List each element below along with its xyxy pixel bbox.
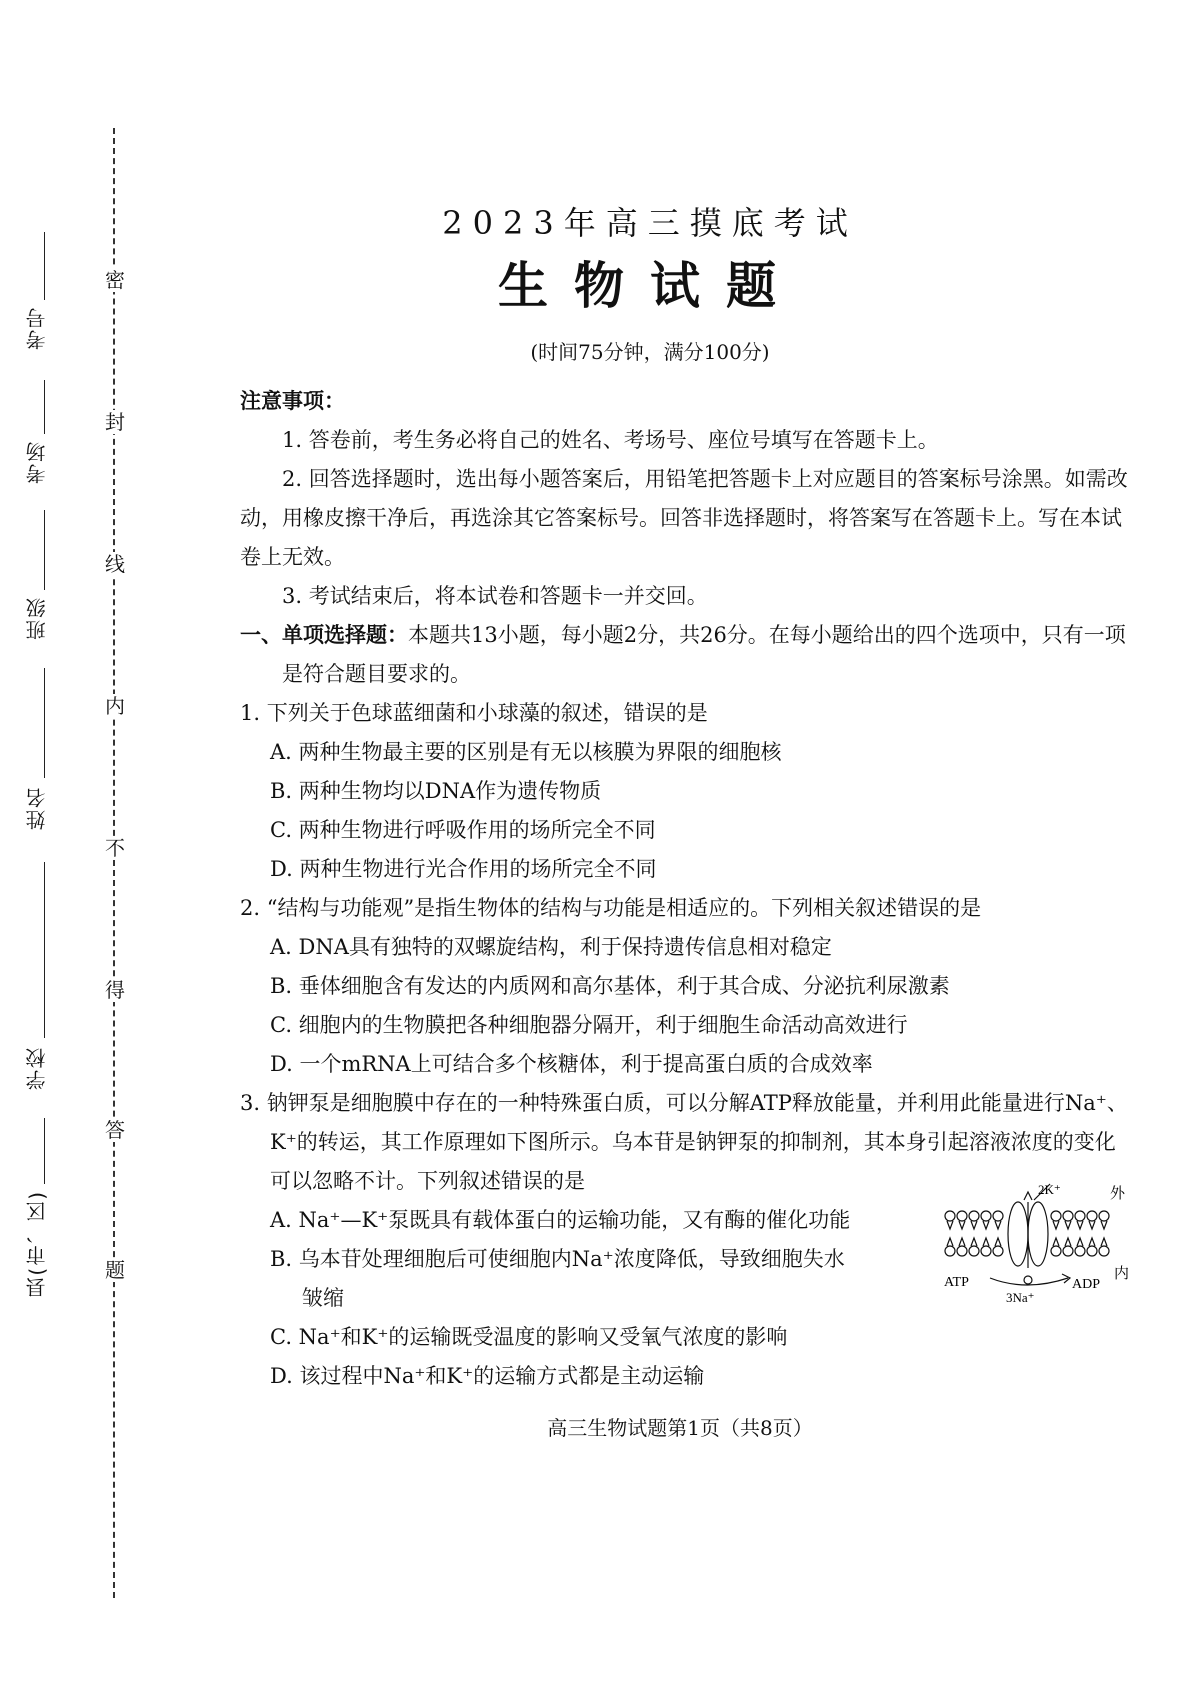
- na-label: 3Na⁺: [1006, 1290, 1035, 1305]
- section-heading: [240, 616, 1130, 694]
- atp-label: ATP: [944, 1275, 969, 1290]
- seal-char: 不: [105, 836, 125, 860]
- question-1: [240, 694, 1130, 889]
- field-line-banji: [44, 510, 45, 590]
- field-label-banji: 班级: [25, 596, 49, 640]
- outside-label: 外: [1110, 1184, 1126, 1202]
- option-d: D. 一个mRNA上可结合多个核糖体，利于提高蛋白质的合成效率: [270, 1052, 873, 1076]
- option-c: C. Na⁺和K⁺的运输既受温度的影响又受氧气浓度的影响: [270, 1325, 788, 1349]
- k-label: 2K⁺: [1038, 1182, 1061, 1197]
- time-info: (时间75分钟，满分100分): [530, 340, 770, 364]
- adp-label: ADP: [1072, 1277, 1101, 1292]
- seal-dashed-line: [113, 128, 115, 1598]
- field-line-kaochang: [44, 380, 45, 434]
- field-label-kaohao: 考号: [25, 306, 49, 350]
- seal-char: 内: [105, 694, 125, 718]
- question-stem: 1. 下列关于色球蓝细菌和小球藻的叙述，错误的是: [240, 701, 708, 725]
- option-a: A. DNA具有独特的双螺旋结构，利于保持遗传信息相对稳定: [270, 935, 832, 959]
- field-line-county: [44, 1118, 45, 1184]
- question-stem: 2. “结构与功能观”是指生物体的结构与功能是相适应的。下列相关叙述错误的是: [240, 896, 982, 920]
- field-line-xingming: [44, 668, 45, 778]
- field-label-xingming: 姓名: [25, 786, 49, 830]
- seal-char: 线: [105, 552, 125, 576]
- option-c: C. 两种生物进行呼吸作用的场所完全不同: [270, 818, 656, 842]
- option-d: D. 该过程中Na⁺和K⁺的运输方式都是主动运输: [270, 1364, 705, 1388]
- seal-char: 得: [105, 978, 125, 1002]
- seal-char: 封: [105, 410, 125, 434]
- question-2: [240, 889, 1130, 1084]
- notice-item: 3. 考试结束后，将本试卷和答题卡一并交回。: [282, 584, 708, 608]
- page-footer: 高三生物试题第1页（共8页）: [547, 1416, 813, 1440]
- option-a: A. Na⁺—K⁺泵既具有载体蛋白的运输功能，又有酶的催化功能: [270, 1208, 851, 1232]
- question-stem: 3. 钠钾泵是细胞膜中存在的一种特殊蛋白质，可以分解ATP释放能量，并利用此能量进行Na⁺、K⁺的转运，其工作原理如下图所示。乌本苷是钠钾泵的抑制剂，其本身引起溶液浓度的变化可以忽略不计。下列叙述错误的是: [240, 1091, 1128, 1193]
- arrowhead-up: [1024, 1192, 1032, 1200]
- exam-title: 2023年高三摸底考试: [442, 204, 858, 242]
- membrane-diagram-svg: [938, 1180, 1128, 1310]
- notice-item: 2. 回答选择题时，选出每小题答案后，用铅笔把答题卡上对应题目的答案标号涂黑。如需改动，用橡皮擦干净后，再选涂其它答案标号。回答非选择题时，将答案写在答题卡上。写在本试卷上无效。: [240, 467, 1128, 569]
- seal-char: 答: [105, 1118, 125, 1142]
- option-a: A. 两种生物最主要的区别是有无以核膜为界限的细胞核: [270, 740, 782, 764]
- seal-char: 密: [105, 268, 125, 292]
- option-c: C. 细胞内的生物膜把各种细胞器分隔开，利于细胞生命活动高效进行: [270, 1013, 908, 1037]
- membrane-upper-right: [1051, 1211, 1109, 1229]
- sodium-potassium-pump-diagram: [938, 1180, 1128, 1310]
- binding-margin: [0, 0, 140, 1697]
- option-d: D. 两种生物进行光合作用的场所完全不同: [270, 857, 657, 881]
- membrane-lower-left: [945, 1238, 1003, 1256]
- membrane-upper-left: [945, 1211, 1003, 1229]
- membrane-lower-right: [1051, 1238, 1109, 1256]
- field-line-kaohao: [44, 232, 45, 300]
- option-b: B. 乌本苷处理细胞后可使细胞内Na⁺浓度降低，导致细胞失水皱缩: [270, 1247, 845, 1310]
- pump-protein-left: [1008, 1202, 1028, 1266]
- subject-title: 生物试题: [498, 257, 802, 315]
- field-label-xuexiao: 学校: [25, 1046, 49, 1090]
- field-line-xuexiao: [44, 862, 45, 1038]
- option-b: B. 两种生物均以DNA作为遗传物质: [270, 779, 602, 803]
- seal-char: 题: [105, 1258, 125, 1282]
- option-b: B. 垂体细胞含有发达的内质网和高尔基体，利于其合成、分泌抗利尿激素: [270, 974, 950, 998]
- notice-item: 1. 答卷前，考生务必将自己的姓名、考场号、座位号填写在答题卡上。: [282, 428, 939, 452]
- section-text: 本题共13小题，每小题2分，共26分。在每小题给出的四个选项中，只有一项是符合题目要求的。: [282, 623, 1126, 686]
- inside-label: 内: [1114, 1264, 1128, 1282]
- na-ion: [1024, 1276, 1032, 1284]
- notice-heading: 注意事项：: [240, 389, 345, 413]
- field-label-county: 县(市、区): [25, 1190, 49, 1298]
- pump-protein-right: [1028, 1202, 1048, 1266]
- field-label-kaochang: 考场: [25, 440, 49, 484]
- section-label: 一、单项选择题：: [240, 623, 408, 647]
